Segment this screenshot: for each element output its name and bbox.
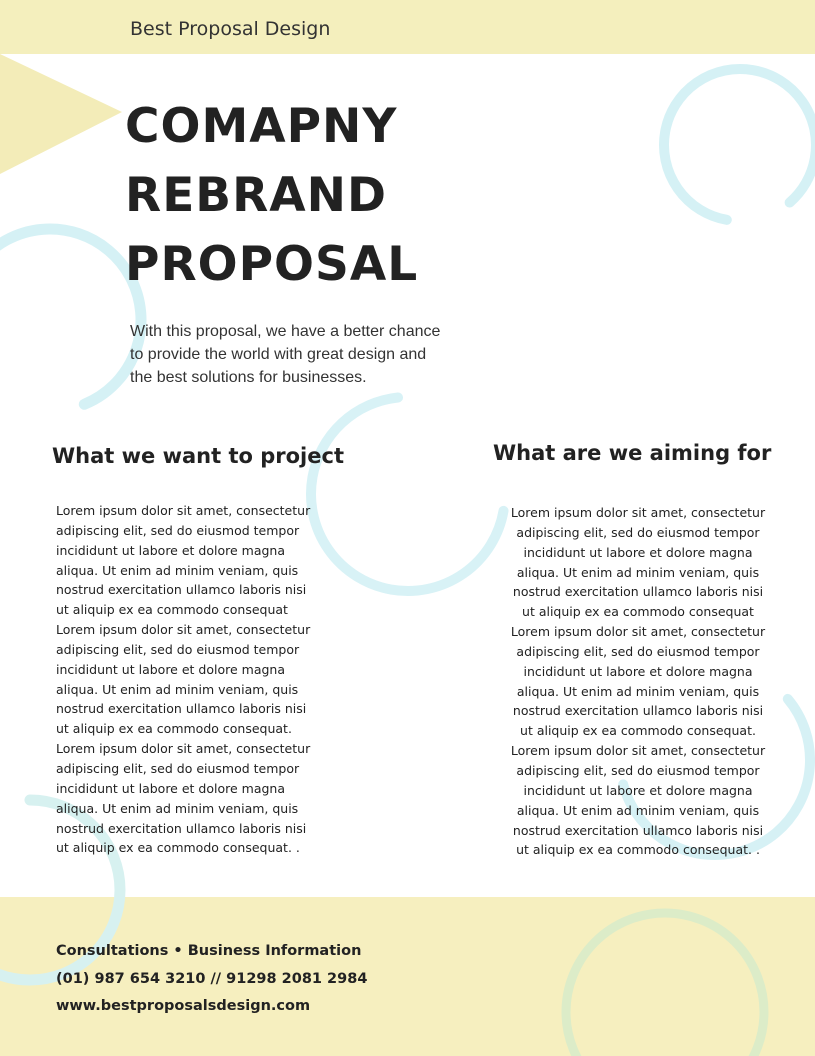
body-text-line: incididunt ut labore et dolore magna: [523, 782, 753, 798]
body-text-line: incididunt ut labore et dolore magna: [56, 780, 285, 796]
body-text-line: ut aliquip ex ea commodo consequat.: [520, 723, 756, 739]
body-text-line: adipiscing elit, sed do eiusmod tempor: [56, 760, 300, 776]
yellow-triangle-decoration: [0, 0, 130, 175]
body-text-line: nostrud exercitation ullamco laboris nisi: [512, 703, 764, 719]
title-line-3: PROPOSAL: [125, 237, 419, 292]
proposal-title: [125, 92, 418, 299]
body-text-line: nostrud exercitation ullamco laboris nisi: [512, 822, 764, 838]
body-text-line: nostrud exercitation ullamco laboris nisi: [56, 582, 307, 598]
body-text-line: ut aliquip ex ea commodo consequat.: [56, 721, 292, 737]
footer-services: Consultations • Business Information: [56, 943, 362, 959]
body-text-line: Lorem ipsum dolor sit amet, consectetur: [510, 505, 766, 520]
body-text-line: adipiscing elit, sed do eiusmod tempor: [516, 524, 760, 540]
body-text-line: nostrud exercitation ullamco laboris nisi: [56, 701, 307, 717]
body-text-line: aliqua. Ut enim ad minim veniam, quis: [516, 564, 760, 580]
intro-line: to provide the world with great design and: [130, 346, 427, 363]
body-text-line: Lorem ipsum dolor sit amet, consectetur: [56, 503, 311, 518]
body-text-line: nostrud exercitation ullamco laboris nisi: [56, 820, 307, 836]
body-text-line: adipiscing elit, sed do eiusmod tempor: [56, 522, 300, 538]
body-text-line: aliqua. Ut enim ad minim veniam, quis: [56, 800, 299, 816]
section-body-project: [56, 501, 316, 858]
ring-top-right: [652, 57, 815, 233]
intro-line: With this proposal, we have a better chance: [130, 323, 441, 340]
body-text-line: Lorem ipsum dolor sit amet, consectetur: [56, 741, 311, 757]
body-text-line: incididunt ut labore et dolore magna: [523, 544, 753, 560]
body-text-line: aliqua. Ut enim ad minim veniam, quis: [516, 802, 760, 818]
body-text-line: aliqua. Ut enim ad minim veniam, quis: [516, 683, 760, 699]
body-text-line: aliqua. Ut enim ad minim veniam, quis: [56, 681, 299, 697]
body-text-line: adipiscing elit, sed do eiusmod tempor: [516, 762, 760, 778]
body-text-line: aliqua. Ut enim ad minim veniam, quis: [56, 562, 299, 578]
footer-website-link[interactable]: www.bestproposalsdesign.com: [56, 998, 311, 1014]
body-text-line: ut aliquip ex ea commodo consequat. .: [516, 842, 760, 858]
body-text-line: incididunt ut labore et dolore magna: [56, 542, 285, 558]
body-text-line: adipiscing elit, sed do eiusmod tempor: [56, 641, 300, 657]
body-text-line: incididunt ut labore et dolore magna: [523, 663, 753, 679]
brand-title: Best Proposal Design: [130, 18, 331, 40]
body-text-line: adipiscing elit, sed do eiusmod tempor: [516, 643, 760, 659]
footer-contact: [56, 938, 367, 1021]
title-line-2: REBRAND: [125, 168, 388, 223]
body-text-line: Lorem ipsum dolor sit amet, consectetur: [510, 624, 766, 640]
body-text-line: Lorem ipsum dolor sit amet, consectetur: [510, 743, 766, 759]
section-body-aims: [505, 503, 771, 860]
body-text-line: ut aliquip ex ea commodo consequat. .: [56, 840, 300, 856]
ring-center: [296, 382, 521, 607]
footer-phones: (01) 987 654 3210 // 91298 2081 2984: [56, 970, 368, 987]
body-text-line: nostrud exercitation ullamco laboris nisi: [512, 584, 764, 600]
body-text-line: incididunt ut labore et dolore magna: [56, 661, 285, 677]
body-text-line: ut aliquip ex ea commodo consequat: [56, 602, 288, 618]
section-heading-aims: What are we aiming for: [493, 441, 772, 465]
body-text-line: ut aliquip ex ea commodo consequat: [522, 604, 754, 620]
intro-paragraph: [130, 320, 460, 389]
section-heading-project: What we want to project: [52, 444, 344, 468]
title-line-1: COMAPNY: [125, 99, 398, 154]
intro-line: the best solutions for businesses.: [130, 369, 367, 386]
body-text-line: Lorem ipsum dolor sit amet, consectetur: [56, 622, 311, 638]
